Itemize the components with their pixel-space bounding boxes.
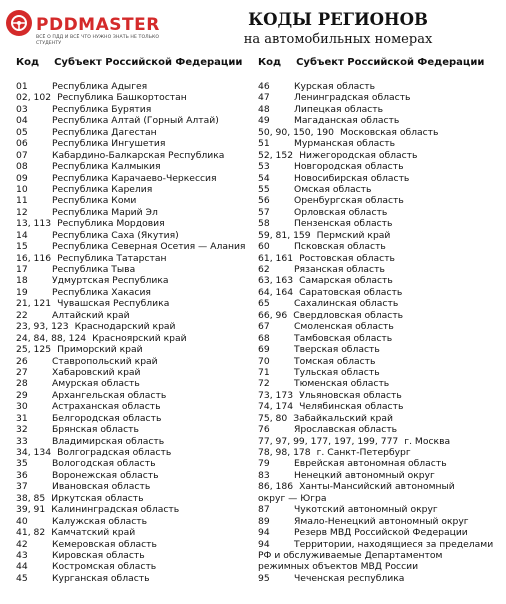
region-name: Тюменская область (294, 378, 390, 390)
region-code: 45 (16, 572, 28, 584)
region-row (258, 275, 502, 286)
region-name: Пермский край (316, 229, 391, 241)
subject-column-header: Субъект Российской Федерации (54, 57, 243, 68)
region-row (16, 481, 252, 492)
region-row (258, 230, 502, 241)
region-code: 46 (258, 81, 270, 92)
region-row (16, 104, 252, 115)
left-header (16, 57, 242, 69)
region-code: 29 (16, 389, 28, 401)
region-row (258, 115, 502, 126)
region-name: Оренбургская область (294, 195, 404, 207)
region-row (258, 173, 502, 184)
region-code: 74, 174 (258, 401, 294, 413)
region-code: 95 (258, 572, 270, 584)
region-code: 94 (258, 527, 270, 539)
region-code: 01 (16, 81, 28, 92)
region-name: Ульяновская область (299, 389, 402, 401)
region-name: Республика Северная Осетия — Алания (52, 241, 246, 253)
region-name: Волгоградская область (57, 447, 172, 458)
region-name: Калининградская область (51, 504, 180, 516)
region-row (16, 561, 252, 572)
region-code: 89 (258, 515, 270, 527)
region-code: 21, 121 (16, 298, 52, 310)
region-code: 35 (16, 458, 28, 470)
region-row (258, 447, 502, 458)
region-code: 63, 163 (258, 275, 294, 287)
region-code: 05 (16, 126, 28, 138)
region-row (16, 150, 252, 161)
region-name: Курганская область (52, 572, 150, 584)
region-name: Резерв МВД Российской Федерации (294, 527, 468, 539)
region-row (16, 344, 252, 355)
region-code: 37 (16, 481, 28, 493)
region-name: Саратовская область (299, 286, 403, 298)
right-header (258, 57, 484, 69)
region-name: Костромская область (52, 561, 157, 573)
region-name: Тульская область (294, 366, 380, 378)
region-code: 64, 164 (258, 286, 294, 298)
region-name: Алтайский край (52, 309, 130, 321)
region-row (16, 287, 252, 298)
region-code: 49 (258, 115, 270, 127)
region-row (16, 424, 252, 435)
region-code: 12 (16, 206, 28, 218)
region-row (16, 241, 252, 252)
region-row (258, 161, 502, 172)
region-name: Забайкальский край (293, 412, 393, 424)
region-code: 57 (258, 206, 270, 218)
region-name: Кемеровская область (52, 538, 157, 550)
region-name: Ленинградская область (294, 92, 411, 104)
region-code: 58 (258, 218, 270, 230)
region-code: 55 (258, 183, 270, 195)
region-name: Калужская область (52, 515, 148, 527)
region-name: Краснодарский край (74, 321, 176, 333)
region-row (16, 115, 252, 126)
region-row (16, 127, 252, 138)
region-code: 43 (16, 549, 28, 561)
region-code: 22 (16, 309, 28, 321)
region-name: Иркутская область (51, 492, 144, 504)
region-code: 03 (16, 103, 28, 115)
region-code: 70 (258, 355, 270, 367)
region-row (16, 161, 252, 172)
region-code: 11 (16, 195, 28, 207)
region-code: 31 (16, 412, 28, 424)
region-name: округ — Югра (258, 492, 327, 504)
region-code: 52, 152 (258, 149, 294, 161)
region-row (258, 378, 502, 389)
region-name: Рязанская область (294, 264, 385, 275)
region-row (16, 298, 252, 309)
region-row (16, 92, 252, 103)
region-row (258, 195, 502, 206)
region-code: 40 (16, 515, 28, 527)
region-name: Приморский край (57, 344, 143, 356)
logo-tagline: ВСЁ О ПДД И ВСЁ ЧТО НУЖНО ЗНАТЬ НЕ ТОЛЬКО СТУДЕНТУ (36, 35, 160, 46)
region-name: Самарская область (299, 275, 393, 287)
region-row (16, 184, 252, 195)
region-name: Ставропольский край (52, 355, 158, 367)
region-code: 87 (258, 504, 270, 516)
region-name: Чукотский автономный округ (294, 504, 438, 516)
region-name: Республика Саха (Якутия) (52, 229, 179, 241)
region-name: Красноярский край (92, 332, 187, 344)
region-row (16, 310, 252, 321)
steering-wheel-icon (6, 10, 32, 36)
region-name: г. Москва (404, 435, 451, 447)
page-title: КОДЫ РЕГИОНОВ (248, 10, 428, 29)
region-code: 79 (258, 458, 270, 470)
code-column-header: Код (258, 57, 282, 68)
region-code: 23, 93, 123 (16, 321, 69, 333)
pddmaster-logo (6, 4, 166, 54)
region-row (258, 104, 502, 115)
region-name: Нижегородская область (299, 149, 418, 161)
region-name: Ямало-Ненецкий автономный округ (294, 515, 469, 527)
region-row (258, 253, 502, 264)
region-row (16, 413, 252, 424)
region-row (258, 287, 502, 298)
region-code: 73, 173 (258, 389, 294, 401)
region-name: Мурманская область (294, 138, 396, 150)
region-row (258, 539, 502, 550)
region-name: Сахалинская область (294, 298, 399, 310)
region-code: 08 (16, 161, 28, 173)
region-code: 53 (258, 161, 270, 173)
region-row (16, 321, 252, 332)
region-code: 19 (16, 286, 28, 298)
region-row (16, 81, 252, 92)
region-name: Тверская область (294, 344, 380, 356)
region-name: Амурская область (52, 378, 140, 390)
region-code: 04 (16, 115, 28, 127)
region-code: 78, 98, 178 (258, 447, 311, 458)
region-code: 14 (16, 229, 28, 241)
region-row (16, 230, 252, 241)
region-name: режимных объектов МВД России (258, 561, 419, 573)
region-row (258, 264, 502, 275)
region-code: 26 (16, 355, 28, 367)
region-name: Новгородская область (294, 161, 404, 173)
region-code: 54 (258, 172, 270, 184)
region-name: Республика Ингушетия (52, 138, 166, 150)
region-name: РФ и обслуживаемые Департаментом (258, 549, 443, 561)
region-code: 68 (258, 332, 270, 344)
region-code: 83 (258, 469, 270, 481)
region-name: Республика Марий Эл (52, 206, 158, 218)
region-name: Территории, находящиеся за пределами (294, 538, 494, 550)
region-name: Свердловская область (293, 309, 404, 321)
region-row (258, 573, 502, 584)
region-row (16, 378, 252, 389)
region-code: 51 (258, 138, 270, 150)
region-code: 10 (16, 183, 28, 195)
region-name: Ярославская область (294, 424, 398, 436)
region-code: 25, 125 (16, 344, 52, 356)
region-code: 47 (258, 92, 270, 104)
region-code: 75, 80 (258, 412, 288, 424)
region-name: Астраханская область (52, 401, 161, 413)
region-name: Республика Алтай (Горный Алтай) (52, 115, 219, 127)
region-row (258, 344, 502, 355)
region-name: Омская область (294, 183, 372, 195)
region-name: Республика Башкортостан (57, 92, 187, 104)
region-code: 09 (16, 172, 28, 184)
region-code: 77, 97, 99, 177, 197, 199, 777 (258, 435, 399, 447)
region-row (258, 527, 502, 538)
region-code: 60 (258, 241, 270, 253)
region-row (16, 527, 252, 538)
region-row (258, 470, 502, 481)
region-code: 18 (16, 275, 28, 287)
region-code: 61, 161 (258, 252, 294, 264)
region-name: Псковская область (294, 241, 386, 253)
region-name: Республика Мордовия (57, 218, 165, 230)
left-region-list (16, 81, 252, 584)
region-row (258, 481, 502, 492)
region-code: 59, 81, 159 (258, 229, 311, 241)
region-code: 17 (16, 264, 28, 275)
region-row (258, 207, 502, 218)
region-name: Республика Калмыкия (52, 161, 161, 173)
region-row (16, 504, 252, 515)
region-name: Архангельская область (52, 389, 167, 401)
region-name: Кабардино-Балкарская Республика (52, 149, 225, 161)
region-code: 72 (258, 378, 270, 390)
region-row (258, 367, 502, 378)
region-row (258, 550, 502, 561)
region-code: 15 (16, 241, 28, 253)
region-code: 07 (16, 149, 28, 161)
region-name: Республика Адыгея (52, 81, 148, 92)
region-code: 36 (16, 469, 28, 481)
region-code: 39, 91 (16, 504, 46, 516)
logo-wordmark: PDDMASTER (36, 15, 160, 35)
region-row (258, 333, 502, 344)
region-code: 44 (16, 561, 28, 573)
region-name: Кировская область (52, 549, 145, 561)
region-row (258, 150, 502, 161)
region-row (258, 424, 502, 435)
region-row (16, 493, 252, 504)
region-code: 33 (16, 435, 28, 447)
region-row (258, 458, 502, 469)
region-name: Курская область (294, 81, 376, 92)
region-name: Пензенская область (294, 218, 393, 230)
region-name: Владимирская область (52, 435, 165, 447)
region-row (16, 470, 252, 481)
region-name: Томская область (294, 355, 376, 367)
subject-column-header: Субъект Российской Федерации (296, 57, 485, 68)
region-row (258, 218, 502, 229)
region-code: 13, 113 (16, 218, 52, 230)
region-row (16, 401, 252, 412)
region-row (258, 504, 502, 515)
region-name: Чеченская республика (294, 572, 405, 584)
region-row (16, 264, 252, 275)
region-row (16, 573, 252, 584)
region-name: Ростовская область (299, 252, 395, 264)
region-name: Липецкая область (294, 103, 384, 115)
region-code: 02, 102 (16, 92, 52, 104)
region-row (16, 516, 252, 527)
region-row (258, 127, 502, 138)
region-code: 28 (16, 378, 28, 390)
region-name: Тамбовская область (294, 332, 393, 344)
region-code: 94 (258, 538, 270, 550)
region-row (16, 447, 252, 458)
right-region-list (258, 81, 502, 584)
region-code: 69 (258, 344, 270, 356)
region-row (258, 493, 502, 504)
region-code: 56 (258, 195, 270, 207)
region-name: Белгородская область (52, 412, 162, 424)
region-row (16, 275, 252, 286)
region-name: Ивановская область (52, 481, 151, 493)
region-row (16, 138, 252, 149)
region-row (16, 550, 252, 561)
region-row (258, 81, 502, 92)
region-row (16, 367, 252, 378)
region-row (258, 92, 502, 103)
region-code: 65 (258, 298, 270, 310)
region-code: 48 (258, 103, 270, 115)
region-name: Республика Карелия (52, 183, 153, 195)
region-row (16, 173, 252, 184)
region-row (258, 413, 502, 424)
region-code: 27 (16, 366, 28, 378)
region-name: Республика Коми (52, 195, 137, 207)
region-code: 62 (258, 264, 270, 275)
region-row (258, 356, 502, 367)
region-name: Хабаровский край (52, 366, 141, 378)
region-name: Чувашская Республика (57, 298, 170, 310)
page-subtitle: на автомобильных номерах (243, 32, 433, 47)
region-row (258, 321, 502, 332)
region-code: 67 (258, 321, 270, 333)
region-name: Брянская область (52, 424, 139, 436)
region-name: Челябинская область (299, 401, 404, 413)
region-code: 30 (16, 401, 28, 413)
region-row (16, 458, 252, 469)
region-row (258, 436, 502, 447)
region-row (16, 436, 252, 447)
region-name: Республика Бурятия (52, 103, 152, 115)
region-code: 86, 186 (258, 481, 294, 493)
region-name: Республика Дагестан (52, 126, 157, 138)
region-code: 71 (258, 366, 270, 378)
region-code: 76 (258, 424, 270, 436)
region-row (258, 310, 502, 321)
region-name: Удмуртская Республика (52, 275, 169, 287)
region-name: Воронежская область (52, 469, 159, 481)
region-row (258, 390, 502, 401)
region-row (258, 138, 502, 149)
code-column-header: Код (16, 57, 40, 68)
region-name: Вологодская область (52, 458, 156, 470)
region-row (258, 516, 502, 527)
region-code: 50, 90, 150, 190 (258, 126, 334, 138)
region-row (16, 539, 252, 550)
region-row (258, 401, 502, 412)
region-code: 38, 85 (16, 492, 46, 504)
region-code: 34, 134 (16, 447, 52, 458)
region-name: Республика Хакасия (52, 286, 151, 298)
region-name: Республика Татарстан (57, 252, 167, 264)
region-name: Ненецкий автономный округ (294, 469, 435, 481)
region-code: 24, 84, 88, 124 (16, 332, 87, 344)
region-row (258, 561, 502, 572)
region-name: Орловская область (294, 206, 388, 218)
region-code: 41, 82 (16, 527, 46, 539)
region-row (16, 333, 252, 344)
region-name: Республика Тыва (52, 264, 136, 275)
region-code: 32 (16, 424, 28, 436)
region-name: Республика Карачаево-Черкессия (52, 172, 217, 184)
region-name: Еврейская автономная область (294, 458, 447, 470)
region-name: Новосибирская область (294, 172, 410, 184)
region-name: Ханты-Мансийский автономный (299, 481, 455, 493)
region-row (258, 184, 502, 195)
region-name: Московская область (339, 126, 439, 138)
region-name: Смоленская область (294, 321, 394, 333)
region-name: Камчатский край (51, 527, 136, 539)
region-code: 42 (16, 538, 28, 550)
region-row (16, 207, 252, 218)
region-row (16, 195, 252, 206)
region-code: 16, 116 (16, 252, 52, 264)
region-row (16, 390, 252, 401)
region-row (258, 241, 502, 252)
region-row (16, 218, 252, 229)
region-name: Магаданская область (294, 115, 400, 127)
region-row (258, 298, 502, 309)
region-code: 66, 96 (258, 309, 288, 321)
region-code: 06 (16, 138, 28, 150)
region-row (16, 356, 252, 367)
region-name: г. Санкт-Петербург (316, 447, 411, 458)
region-row (16, 253, 252, 264)
